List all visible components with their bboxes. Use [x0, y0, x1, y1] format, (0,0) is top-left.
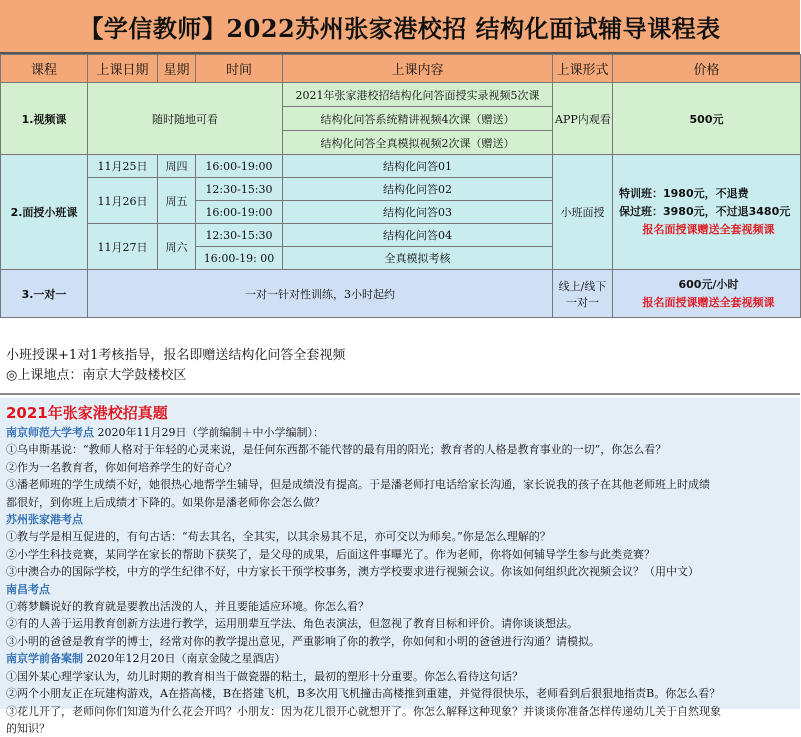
section-header [6, 424, 794, 441]
exam-heading: 2021年张家港校招真题 [6, 404, 168, 422]
video-format: APP内观看 [553, 83, 613, 155]
note-location: ◎上课地点：南京大学鼓楼校区 [6, 368, 187, 383]
section-name: 南昌考点 [6, 582, 50, 596]
table-row [1, 83, 801, 107]
page-title: 【学信教师】2022苏州张家港校招 结构化面试辅导课程表 [0, 0, 800, 54]
question: ②有的人善于运用教育创新方法进行教学，运用朋辈互学法、角色表演法，但忽视了教育目标和评价。请你谈谈想法。 [6, 617, 578, 631]
question: ③潘老师班的学生成绩不好，她很热心地帮学生辅导，但是成绩没有提高。于是潘老师打电话给家长沟通，家长说我的孩子在其他老师班上时成绩 [6, 478, 710, 492]
oneone-format [553, 270, 613, 318]
session-weekday: 周四 [158, 155, 196, 178]
class-course-name: 2.面授小班课 [1, 155, 88, 270]
section-name: 南京学前备案制 [6, 652, 83, 666]
question: ②两个小朋友正在玩建构游戏，A在搭高楼，B在搭建飞机，B多次用飞机撞击高楼推到重建，并觉得很快乐，老师看到后狠狠地指责B。你怎么看？ [6, 687, 721, 701]
notes-block [0, 340, 800, 395]
note-line: 小班授课+1对1考核指导，报名即赠送结构化问答全套视频 [6, 348, 346, 363]
session-date: 11月27日 [88, 224, 158, 270]
session-content: 结构化问答01 [283, 155, 553, 178]
price-line-2: 保过班：3980元，不过退3480元 [619, 205, 791, 218]
schedule-table [0, 54, 801, 318]
oneone-price: 600元/小时 [678, 277, 739, 291]
oneone-format-line-2: 一对一 [566, 295, 599, 309]
session-time: 16:00-19:00 [196, 201, 283, 224]
oneone-content: 一对一针对性训练，3小时起约 [88, 270, 553, 318]
header-format: 上课形式 [553, 55, 613, 83]
class-price [613, 155, 801, 270]
question: ②小学生科技竞赛，某同学在家长的帮助下获奖了，是父母的成果，后面这件事曝光了。作为老师，你将如何辅导学生参与此类竞赛？ [6, 547, 655, 561]
question: ③花儿开了，老师问你们知道为什么花会开吗？小朋友：因为花儿很开心就想开了。你怎么解释这种现象？并谈谈你准备怎样传递幼儿关于自然现象 [6, 704, 721, 718]
exam-questions-block [0, 398, 800, 735]
question: ③中澳合办的国际学校，中方的学生纪律不好，中方家长干预学校事务，澳方学校要求进行视频会议。你该如何组织此次视频会议？（用中文） [6, 565, 699, 579]
question: ①乌申斯基说：“教师人格对于年轻的心灵来说，是任何东西都不能代替的最有用的阳光；教育者的人格是教育事业的一切”，你怎么看？ [6, 443, 667, 457]
session-content: 结构化问答02 [283, 178, 553, 201]
session-time: 12:30-15:30 [196, 224, 283, 247]
question: 都很好，到你班上后成绩才下降的。如果你是潘老师你会怎么做？ [6, 495, 325, 509]
header-date: 上课日期 [88, 55, 158, 83]
header-weekday: 星期 [158, 55, 196, 83]
question: ①国外某心理学家认为，幼儿时期的教育相当于做瓷器的粘土，最初的塑形十分重要。你怎么看待这句话？ [6, 669, 523, 683]
header-time: 时间 [196, 55, 283, 83]
question: ③小明的爸爸是教育学的博士，经常对你的教学提出意见，严重影响了你的教学，你如何和小明的爸爸进行沟通？请模拟。 [6, 634, 600, 648]
section-name: 苏州张家港考点 [6, 513, 83, 527]
class-promo: 报名面授课赠送全套视频课 [642, 223, 775, 236]
video-content-3: 结构化问答全真模拟视频2次课（赠送） [283, 131, 553, 155]
oneone-price-cell [613, 270, 801, 318]
video-content-1: 2021年张家港校招结构化问答面授实录视频5次课 [283, 83, 553, 107]
oneone-promo: 报名面授课赠送全套视频课 [642, 295, 775, 309]
session-time: 12:30-15:30 [196, 178, 283, 201]
session-time: 16:00-19:00 [196, 155, 283, 178]
section-header [6, 511, 794, 528]
price-line-1: 特训班：1980元，不退费 [619, 187, 749, 200]
section-header [6, 650, 794, 667]
oneone-course-name: 3.一对一 [1, 270, 88, 318]
session-content: 结构化问答04 [283, 224, 553, 247]
section-header [6, 581, 794, 598]
video-course-name: 1.视频课 [1, 83, 88, 155]
header-course: 课程 [1, 55, 88, 83]
section-date: 2020年12月20日（南京金陵之星酒店） [83, 652, 286, 666]
table-header-row [1, 55, 801, 83]
table-row [1, 270, 801, 318]
session-content: 全真模拟考核 [283, 247, 553, 270]
section-date: 2020年11月29日（学前编制＋中小学编制）： [94, 426, 324, 439]
video-price: 500元 [613, 83, 801, 155]
session-time: 16:00-19: 00 [196, 247, 283, 270]
oneone-format-line-1: 线上/线下 [558, 279, 607, 293]
session-weekday: 周五 [158, 178, 196, 224]
question: ①蒋梦麟说好的教育就是要教出活泼的人，并且要能适应环境。你怎么看？ [6, 600, 369, 614]
class-format: 小班面授 [553, 155, 613, 270]
video-content-2: 结构化问答系统精讲视频4次课（赠送） [283, 107, 553, 131]
header-content: 上课内容 [283, 55, 553, 83]
session-date: 11月26日 [88, 178, 158, 224]
session-date: 11月25日 [88, 155, 158, 178]
question: ①教与学是相互促进的，有句古话：“苟去其名，全其实，以其余易其不足，亦可交以为师矣。”你是怎么理解的？ [6, 530, 551, 544]
section-name: 南京师范大学考点 [6, 426, 94, 439]
video-when: 随时随地可看 [88, 83, 283, 155]
header-price: 价格 [613, 55, 801, 83]
table-row [1, 155, 801, 178]
question: 的知识？ [6, 721, 50, 735]
session-content: 结构化问答03 [283, 201, 553, 224]
session-weekday: 周六 [158, 224, 196, 270]
question: ②作为一名教育者，你如何培养学生的好奇心？ [6, 460, 237, 474]
